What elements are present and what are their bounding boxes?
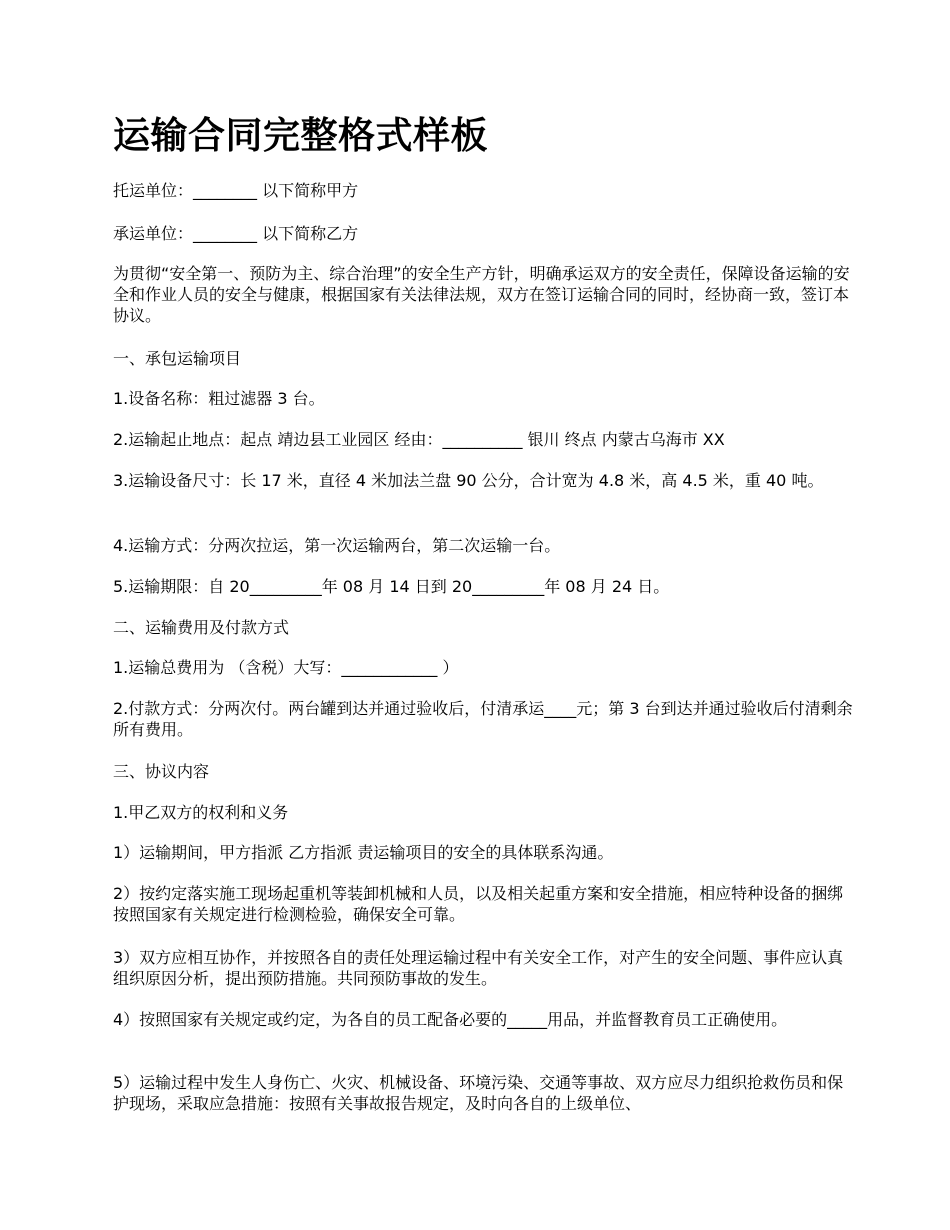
section-heading-1: 一、承包运输项目: [113, 349, 242, 368]
clause-2: 2）按约定落实施工现场起重机等装卸机械和人员，以及相关起重方案和安全措施，相应特种设备的捆绑按照国家有关规定进行检测检验，确保安全可靠。: [113, 884, 844, 924]
dimensions-paragraph: 3.运输设备尺寸：长 17 米，直径 4 米加法兰盘 90 公分，合计宽为 4.8 米，高 4.5 米，重 40 吨。: [113, 471, 824, 490]
rights-duties-heading: 1.甲乙双方的权利和义务: [113, 803, 289, 822]
clause-1: 1）运输期间，甲方指派 乙方指派 责运输项目的安全的具体联系沟通。: [113, 843, 614, 862]
preamble-paragraph: 为贯彻“安全第一、预防为主、综合治理”的安全生产方针，明确承运双方的安全责任，保障设备运输的安全和作业人员的安全与健康，根据国家有关法律法规，双方在签订运输合同的同时，经协商一致，签订本协议。: [113, 264, 850, 325]
transport-period-line: 5.运输期限：自 20_________年 08 月 14 日到 20_________年 08 月 24 日。: [113, 577, 670, 596]
route-line: 2.运输起止地点：起点 靖边县工业园区 经由：__________ 银川 终点 内蒙古乌海市 XX: [113, 430, 725, 449]
document-title: 运输合同完整格式样板: [113, 114, 488, 157]
payment-method-paragraph: 2.付款方式：分两次付。两台罐到达并通过验收后，付清承运____元；第 3 台到达并通过验收后付清剩余所有费用。: [113, 699, 853, 739]
section-heading-2: 二、运输费用及付款方式: [113, 618, 290, 637]
transport-method-line: 4.运输方式：分两次拉运，第一次运输两台，第二次运输一台。: [113, 536, 561, 555]
carrier-line: 承运单位：________ 以下简称乙方: [113, 224, 359, 243]
total-fee-line: 1.运输总费用为 （含税）大写：____________ ）: [113, 658, 459, 677]
section-heading-3: 三、协议内容: [113, 762, 210, 781]
clause-5: 5）运输过程中发生人身伤亡、火灾、机械设备、环境污染、交通等事故、双方应尽力组织抢救伤员和保护现场，采取应急措施：按照有关事故报告规定，及时向各自的上级单位、: [113, 1073, 844, 1113]
clause-3: 3）双方应相互协作，并按照各自的责任处理运输过程中有关安全工作，对产生的安全问题、事件应认真组织原因分析，提出预防措施。共同预防事故的发生。: [113, 948, 844, 988]
equipment-name-line: 1.设备名称：粗过滤器 3 台。: [113, 389, 325, 408]
clause-4: 4）按照国家有关规定或约定，为各自的员工配备必要的_____用品，并监督教育员工正确使用。: [113, 1010, 788, 1029]
consignor-line: 托运单位：________ 以下简称甲方: [113, 181, 359, 200]
